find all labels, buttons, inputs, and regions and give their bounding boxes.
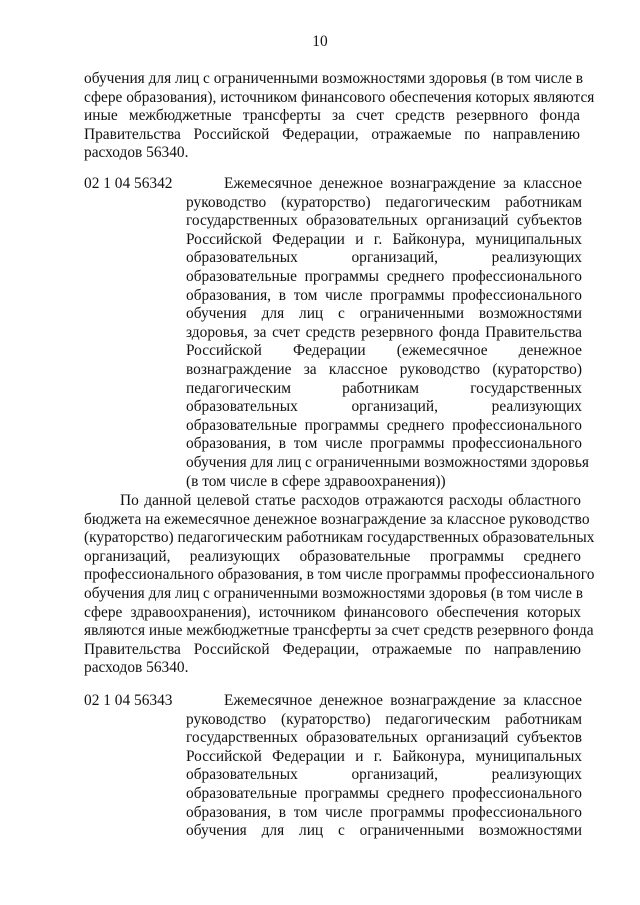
paragraph-continuation xyxy=(84,70,595,163)
text-line: Российской Федерации (ежемесячное денежное xyxy=(186,342,582,360)
text-line: сфере образования), источником финансового обеспечения которых являются xyxy=(84,88,595,106)
text-line: обучения для лиц с ограниченными возможностями здоровья xyxy=(186,453,589,471)
text-line: являются иные межбюджетные трансферты за счет средств резервного фонда xyxy=(84,622,594,640)
text-line: образования, в том числе программы профессионального xyxy=(186,286,582,304)
text-line: образовательных организаций, реализующих xyxy=(186,398,582,416)
text-line: образовательных организаций, реализующих xyxy=(186,766,582,784)
text-line: По данной целевой статье расходов отражаются расходы областного xyxy=(120,492,581,509)
text-line: бюджета на ежемесячное денежное вознаграждение за классное руководство xyxy=(84,510,590,528)
page-number: 10 xyxy=(312,33,328,50)
target-article-description xyxy=(186,692,582,841)
text-line: государственных образовательных организаций субъектов xyxy=(186,212,582,230)
text-line: Ежемесячное денежное вознаграждение за классное xyxy=(224,175,582,192)
text-line: расходов 56340. xyxy=(84,144,189,162)
text-line: государственных образовательных организаций субъектов xyxy=(186,729,582,747)
text-line: расходов 56340. xyxy=(84,659,189,677)
text-line: вознаграждение за классное руководство (кураторство) xyxy=(186,360,582,378)
target-article-code: 02 1 04 56342 xyxy=(84,175,173,192)
text-line: образования, в том числе программы профессионального xyxy=(186,803,582,821)
target-article-code: 02 1 04 56343 xyxy=(84,692,173,709)
text-line: организаций, реализующих образовательные программы среднего xyxy=(84,547,581,565)
text-line: образовательные программы среднего профессионального xyxy=(186,416,582,434)
target-article-description xyxy=(186,175,589,491)
text-line: обучения для лиц с ограниченными возможностями здоровья (в том числе в xyxy=(84,584,584,602)
text-line: Российской Федерации и г. Байконура, муниципальных xyxy=(186,747,582,765)
text-line: Правительства Российской Федерации, отражаемые по направлению xyxy=(84,640,581,658)
text-line: руководство (кураторство) педагогическим работникам xyxy=(186,710,582,728)
paragraph-explanation xyxy=(84,492,595,678)
text-line: здоровья, за счет средств резервного фонда Правительства xyxy=(186,323,582,341)
text-line: Правительства Российской Федерации, отражаемые по направлению xyxy=(84,125,580,143)
text-line: образования, в том числе программы профессионального xyxy=(186,435,582,453)
text-line: Российской Федерации и г. Байконура, муниципальных xyxy=(186,230,582,248)
text-line: руководство (кураторство) педагогическим работникам xyxy=(186,193,582,211)
text-line: (кураторство) педагогическим работникам государственных образовательных xyxy=(84,529,595,547)
text-line: обучения для лиц с ограниченными возможностями xyxy=(186,822,582,840)
text-line: обучения для лиц с ограниченными возможностями xyxy=(186,305,582,323)
text-line: педагогическим работникам государственных xyxy=(186,379,582,397)
text-line: профессионального образования, в том числе программы профессионального xyxy=(84,566,595,584)
text-line: образовательные программы среднего профессионального xyxy=(186,267,582,285)
text-line: обучения для лиц с ограниченными возможностями здоровья (в том числе в xyxy=(84,70,584,87)
text-line: сфере здравоохранения), источником финансового обеспечения которых xyxy=(84,603,581,621)
text-line: (в том числе в сфере здравоохранения)) xyxy=(186,472,446,490)
text-line: образовательных организаций, реализующих xyxy=(186,249,582,267)
text-line: образовательные программы среднего профессионального xyxy=(186,784,582,802)
text-line: Ежемесячное денежное вознаграждение за классное xyxy=(224,692,582,709)
text-line: иные межбюджетные трансферты за счет средств резервного фонда xyxy=(84,107,580,125)
